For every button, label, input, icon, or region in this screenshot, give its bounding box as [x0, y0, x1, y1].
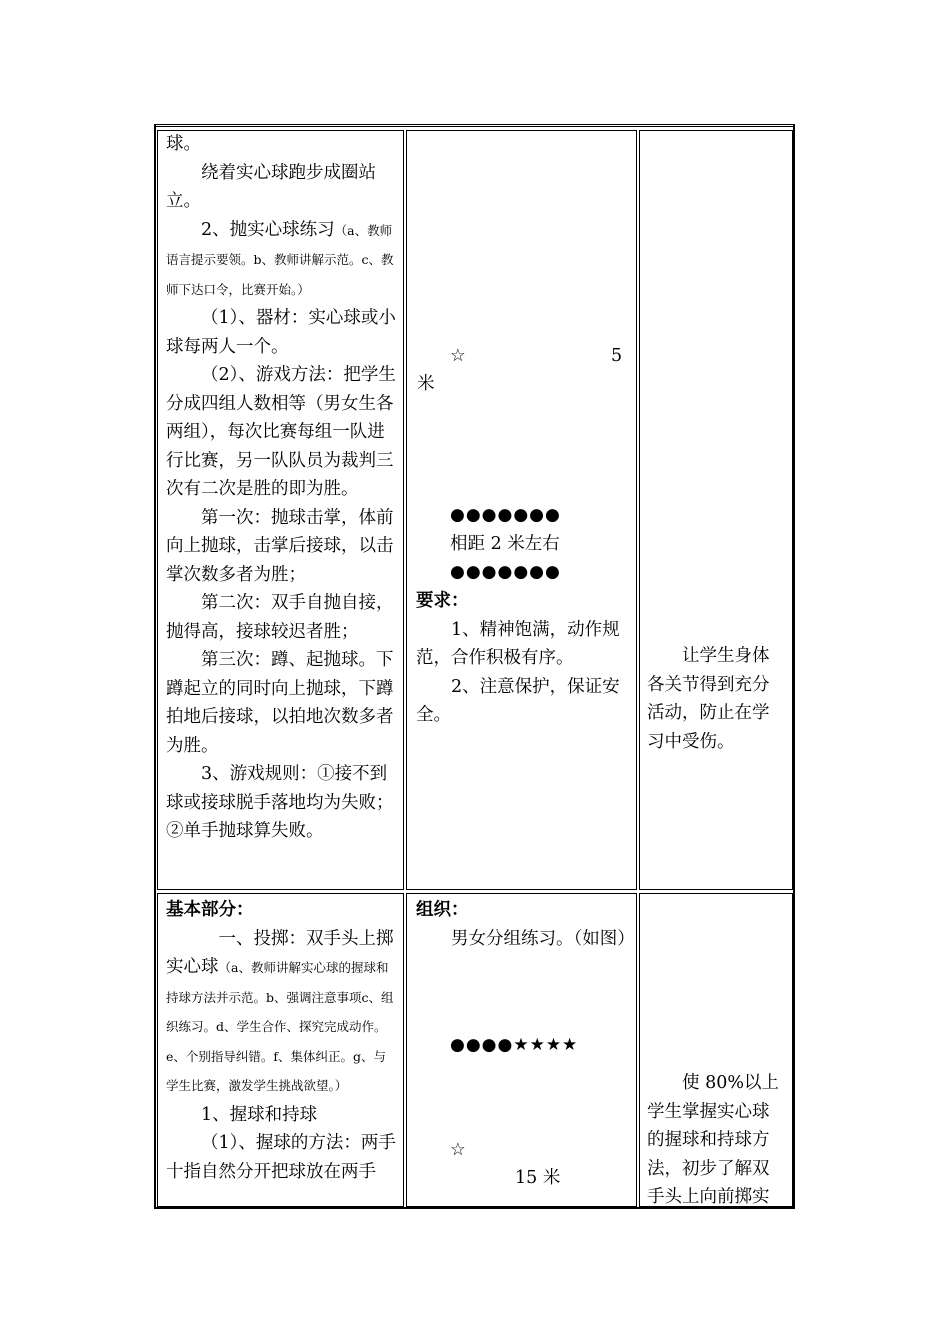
organization-block	[416, 896, 635, 953]
distance-15m: 15 米	[515, 1168, 561, 1188]
item2-paragraph	[166, 216, 397, 305]
student-row-dots-1: ●●●●●●●	[450, 505, 561, 525]
item1-note: （a、教师讲解实心球的握球和持球方法并示范。b、强调注意事项c、组织练习。d、学生合作、探究完成动作。e、个别指导纠错。f、集体纠正。g、与学生比赛，激发学生挑战欲望。）	[166, 960, 394, 1093]
requirements-title: 要求：	[416, 591, 469, 611]
text-game-method: （2）、游戏方法：把学生分成四组人数相等（男女生各两组），每次比赛每组一队进行比赛，另一队队员为裁判三次有二次是胜的即为胜。	[166, 365, 396, 499]
student-row-dots-2: ●●●●●●●	[450, 562, 561, 582]
row1-left-cell	[157, 130, 404, 890]
organization-title: 组织：	[416, 900, 469, 920]
item1-paragraph	[166, 925, 397, 1101]
row1-goal-text: 让学生身体各关节得到充分活动，防止在学习中受伤。	[647, 646, 770, 752]
item1-title: 一、投掷：双手头上掷实心球	[166, 928, 394, 977]
requirements-block	[416, 587, 632, 730]
row1-middle-cell	[406, 130, 637, 890]
text-second-round: 第二次：双手自抛自接，抛得高，接球较迟者胜；	[166, 593, 394, 642]
text-ball-end: 球。	[166, 134, 201, 154]
teacher-star-icon: ☆	[450, 346, 466, 366]
grip-title: 1、握球和持球	[201, 1104, 318, 1125]
distance-number: 5	[611, 346, 623, 366]
item2-note: （a、教师语言提示要领。b、教师讲解示范。c、教师下达口令，比赛开始。）	[166, 222, 394, 297]
row2-goal-text: 使 80%以上学生掌握实心球的握球和持球方法，初步了解双手头上向前掷实	[647, 1073, 779, 1207]
spacing-label: 相距 2 米左右	[450, 534, 560, 554]
row1-right-cell	[639, 130, 793, 890]
item2-title: 2、抛实心球练习	[201, 219, 335, 240]
distance-unit: 米	[417, 374, 435, 394]
row2-left-cell	[157, 893, 404, 1207]
requirement-1: 1、精神饱满，动作规范，合作积极有序。	[416, 619, 620, 668]
grip-method: （1）、握球的方法：两手十指自然分开把球放在两手	[166, 1133, 396, 1182]
basic-section-title: 基本部分：	[166, 900, 254, 920]
requirement-2: 2、注意保护，保证安全。	[416, 676, 620, 725]
formation-boys-girls: ●●●●★★★★	[450, 1035, 579, 1055]
text-third-round: 第三次：蹲、起抛球。下蹲起立的同时向上抛球，下蹲拍地后接球，以拍地次数多者为胜。	[166, 650, 394, 756]
text-game-rules: 3、游戏规则：①接不到球或接球脱手落地均为失败；②单手抛球算失败。	[166, 764, 394, 841]
row2-middle-cell	[406, 893, 637, 1207]
organization-text: 男女分组练习。（如图）	[451, 928, 635, 949]
text-equipment: （1）、器材：实心球或小球每两人一个。	[166, 308, 396, 357]
text-run-circle: 绕着实心球跑步成圈站立。	[166, 162, 376, 211]
teacher-star-icon-2: ☆	[450, 1140, 466, 1160]
text-first-round: 第一次：抛球击掌，体前向上抛球，击掌后接球，以击掌次数多者为胜；	[166, 507, 394, 585]
row2-right-cell	[639, 893, 793, 1207]
